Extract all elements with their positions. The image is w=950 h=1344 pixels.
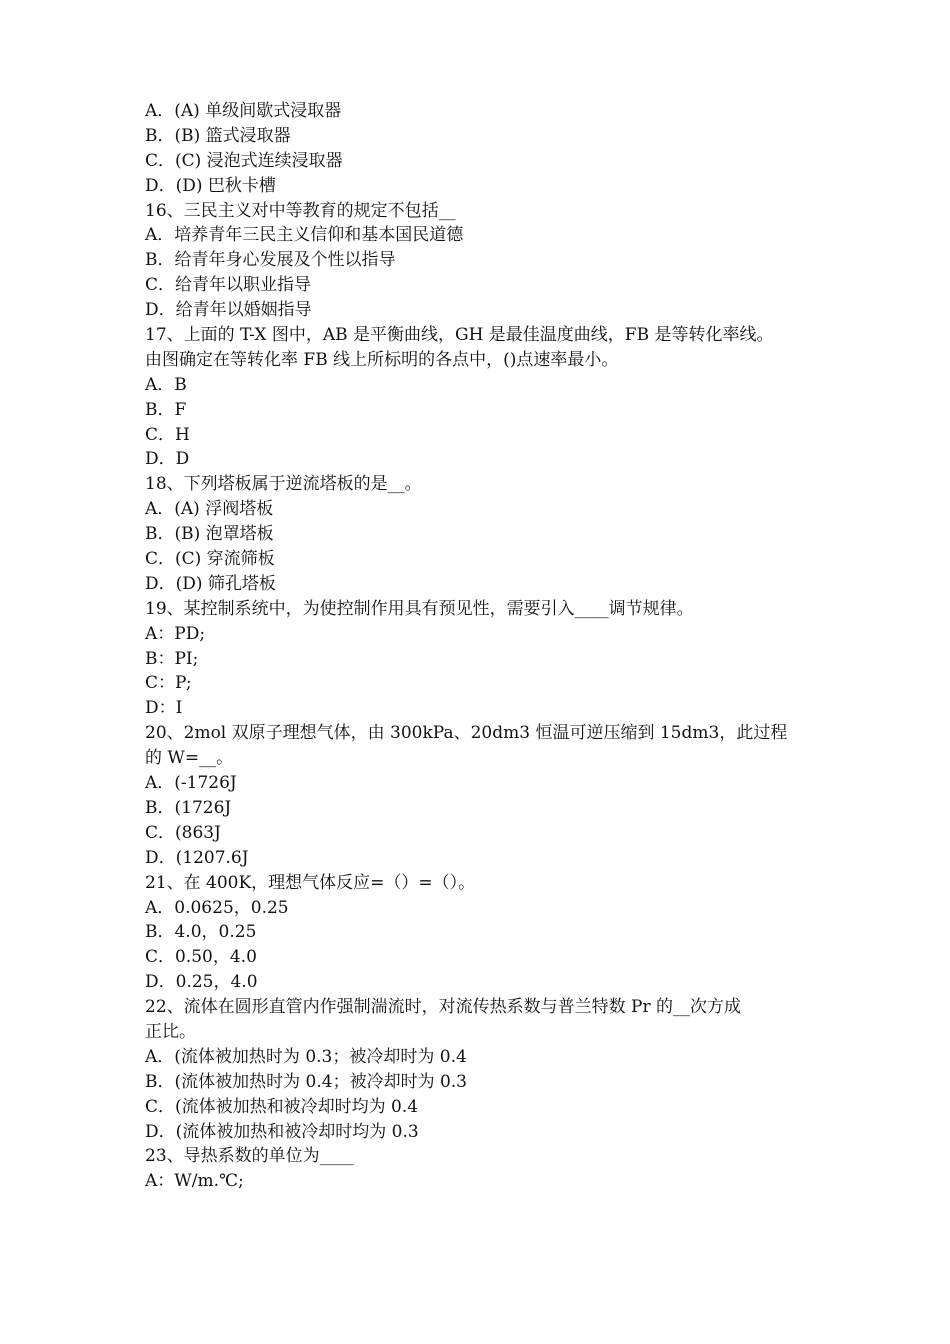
option-line: A：W/m.℃; [145, 1171, 244, 1192]
option-line: A．B [145, 374, 187, 395]
option-line: A．(A) 单级间歇式浸取器 [145, 101, 342, 121]
document-page [145, 99, 810, 1194]
option-line: D．D [145, 449, 190, 470]
option-line: C．(C) 浸泡式连续浸取器 [145, 150, 343, 171]
option-line: D．(D) 巴秋卡槽 [145, 175, 276, 196]
question-line: 19、某控制系统中，为使控制作用具有预见性，需要引入____调节规律。 [145, 598, 694, 619]
option-line: C：P; [145, 673, 192, 694]
option-line: C．(流体被加热和被冷却时均为 0.4 [145, 1096, 419, 1117]
question-line: 的 W=__。 [145, 748, 234, 769]
question-line: 由图确定在等转化率 FB 线上所标明的各点中，()点速率最小。 [145, 349, 619, 370]
question-line: 23、导热系数的单位为____ [145, 1146, 354, 1167]
option-line: B．F [145, 399, 187, 420]
option-line: D．(D) 筛孔塔板 [145, 573, 276, 594]
option-line: C．H [145, 424, 190, 445]
option-line: D．(流体被加热和被冷却时均为 0.3 [145, 1121, 419, 1142]
option-line: C．0.50，4.0 [145, 947, 257, 968]
option-line: D：I [145, 698, 183, 719]
option-line: B．给青年身心发展及个性以指导 [145, 250, 396, 271]
option-line: B．(流体被加热时为 0.4；被冷却时为 0.3 [145, 1071, 468, 1092]
option-line: C．(863J [145, 822, 221, 843]
option-line: A．0.0625，0.25 [145, 897, 289, 918]
option-line: A．(-1726J [145, 773, 237, 794]
option-line: B．4.0，0.25 [145, 922, 257, 943]
option-line: B．(1726J [145, 797, 232, 818]
option-line: C．(C) 穿流筛板 [145, 549, 275, 570]
question-line: 20、2mol 双原子理想气体，由 300kPa、20dm3 恒温可逆压缩到 15dm3，此过程 [145, 723, 788, 744]
question-line: 18、下列塔板属于逆流塔板的是__。 [145, 474, 422, 495]
option-line: C．给青年以职业指导 [145, 275, 312, 296]
option-line: D．(1207.6J [145, 847, 249, 868]
question-line: 正比。 [145, 1021, 196, 1042]
option-line: B．(B) 泡罩塔板 [145, 524, 274, 545]
option-line: D．0.25，4.0 [145, 972, 258, 993]
option-line: B．(B) 篮式浸取器 [145, 125, 291, 146]
question-line: 21、在 400K，理想气体反应=（）=（）。 [145, 872, 476, 893]
option-line: B：PI; [145, 648, 199, 669]
question-line: 22、流体在圆形直管内作强制湍流时，对流传热系数与普兰特数 Pr 的__次方成 [145, 997, 742, 1018]
question-line: 17、上面的 T-X 图中，AB 是平衡曲线，GH 是最佳温度曲线，FB 是等转化率线。 [145, 325, 774, 346]
option-line: A：PD; [145, 623, 206, 644]
option-line: A．(流体被加热时为 0.3；被冷却时为 0.4 [145, 1046, 467, 1067]
question-line: 16、三民主义对中等教育的规定不包括__ [145, 200, 456, 221]
option-line: A．培养青年三民主义信仰和基本国民道德 [145, 225, 464, 246]
option-line: A．(A) 浮阀塔板 [145, 499, 274, 520]
option-line: D．给青年以婚姻指导 [145, 300, 312, 321]
